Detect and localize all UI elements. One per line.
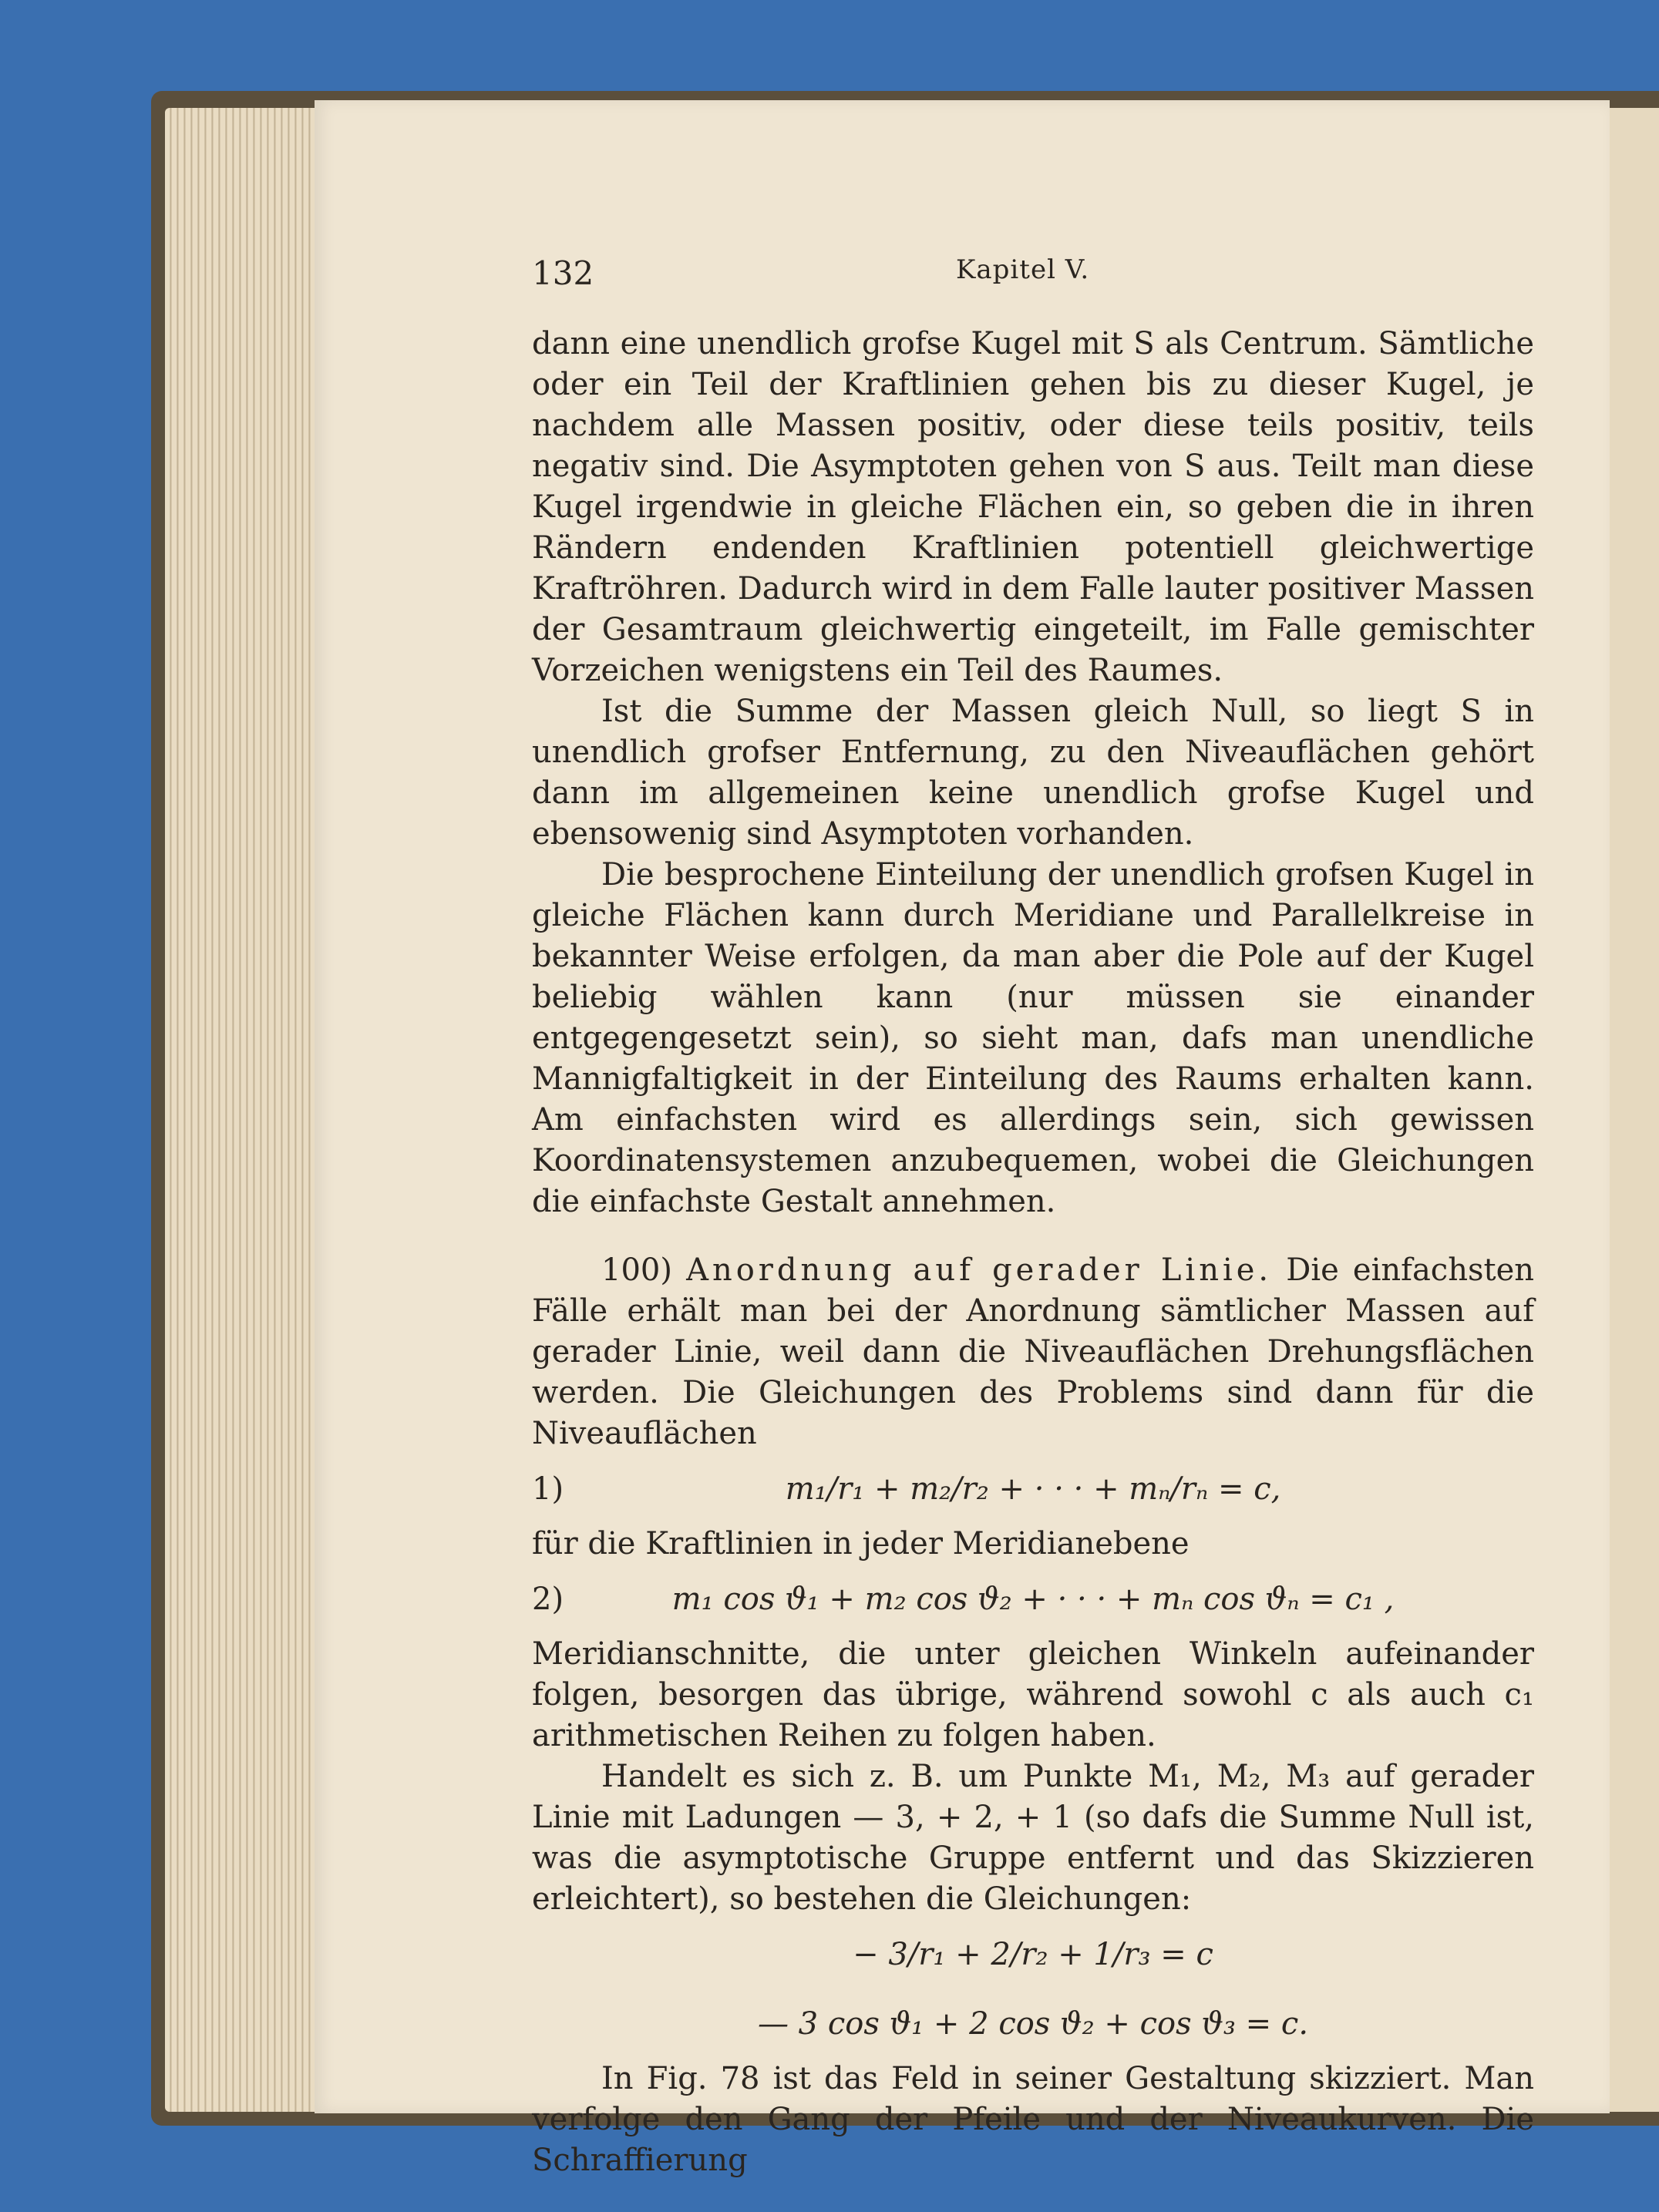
page-header bbox=[532, 254, 1534, 301]
equation-3 bbox=[532, 1920, 1534, 1989]
equation-2-number: 2) bbox=[532, 1582, 564, 1617]
page-edges bbox=[165, 108, 319, 2112]
page-text bbox=[532, 254, 1534, 2181]
section-paragraph bbox=[532, 1250, 1534, 1454]
running-title: Kapitel V. bbox=[956, 254, 1090, 285]
paragraph-1: dann eine unendlich grofse Kugel mit S als Centrum. Sämtliche oder ein Teil der Kraftlinien gehen bis zu dieser Kugel, je nachdem alle Massen positiv, oder diese teils positiv, teils negativ sind. Die Asymptoten gehen von S aus. Teilt man diese Kugel irgendwie in gleiche Flächen ein, so geben die in ihren Rändern endenden Kraftlinien potentiell gleichwertige Kraftröhren. Dadurch wird in dem Falle lauter positiver Massen der Gesamtraum gleichwertig eingeteilt, im Falle gemischter Vorzeichen wenigstens ein Teil des Raumes. bbox=[532, 326, 1534, 688]
equation-1 bbox=[532, 1454, 1534, 1524]
equation-1-number: 1) bbox=[532, 1471, 564, 1507]
paragraph-2: Ist die Summe der Massen gleich Null, so liegt S in unendlich grofser Entfernung, zu den Niveauflächen gehört dann im allgemeinen keine unendlich grofse Kugel und ebensowenig sind Asymptoten vorhanden. bbox=[532, 694, 1534, 852]
paragraph-8: In Fig. 78 ist das Feld in seiner Gestaltung skizziert. Man verfolge den Gang der Pfeile und der Niveaukurven. Die Schraffierung bbox=[532, 2061, 1534, 2178]
page-number: 132 bbox=[532, 254, 594, 292]
paragraph-3: Die besprochene Einteilung der unendlich grofsen Kugel in gleiche Flächen kann durch Meridiane und Parallelkreise in bekannter Weise erfolgen, da man aber die Pole auf der Kugel beliebig wählen kann (nur müssen sie einander entgegengesetzt sein), so sieht man, dafs man unendliche Mannigfaltigkeit in der Einteilung des Raums erhalten kann. Am einfachsten wird es allerdings sein, sich gewissen Koordinatensystemen anzubequemen, wobei die Gleichungen die einfachste Gestalt annehmen. bbox=[532, 857, 1534, 1219]
equation-1-body: m₁/r₁ + m₂/r₂ + · · · + mₙ/rₙ = c, bbox=[785, 1471, 1281, 1507]
paragraph-6: Meridianschnitte, die unter gleichen Winkeln aufeinander folgen, besorgen das übrige, während sowohl c als auch c₁ arithmetischen Reihen zu folgen haben. bbox=[532, 1636, 1534, 1753]
facing-page-edge bbox=[1610, 108, 1659, 2112]
equation-2 bbox=[532, 1565, 1534, 1634]
paragraph-5: für die Kraftlinien in jeder Meridianebene bbox=[532, 1526, 1190, 1562]
section-text: Die einfachsten Fälle erhält man bei der Anordnung sämtlicher Massen auf gerader Linie, weil dann die Niveauflächen Drehungsflächen werden. Die Gleichungen des Problems sind dann für die Niveauflächen bbox=[532, 1252, 1534, 1451]
section-title: Anordnung auf gerader Linie. bbox=[686, 1252, 1273, 1288]
equation-3-body: − 3/r₁ + 2/r₂ + 1/r₃ = c bbox=[853, 1937, 1213, 1972]
section-number: 100) bbox=[601, 1252, 672, 1288]
equation-4 bbox=[532, 1989, 1534, 2059]
equation-2-body: m₁ cos ϑ₁ + m₂ cos ϑ₂ + · · · + mₙ cos ϑₙ = c₁ , bbox=[671, 1582, 1395, 1617]
equation-4-body: — 3 cos ϑ₁ + 2 cos ϑ₂ + cos ϑ₃ = c. bbox=[757, 2006, 1309, 2042]
paragraph-7: Handelt es sich z. B. um Punkte M₁, M₂, M₃ auf gerader Linie mit Ladungen — 3, + 2, + 1 (so dafs die Summe Null ist, was die asymptotische Gruppe entfernt und das Skizzieren erleichtert), so bestehen die Gleichungen: bbox=[532, 1759, 1534, 1917]
